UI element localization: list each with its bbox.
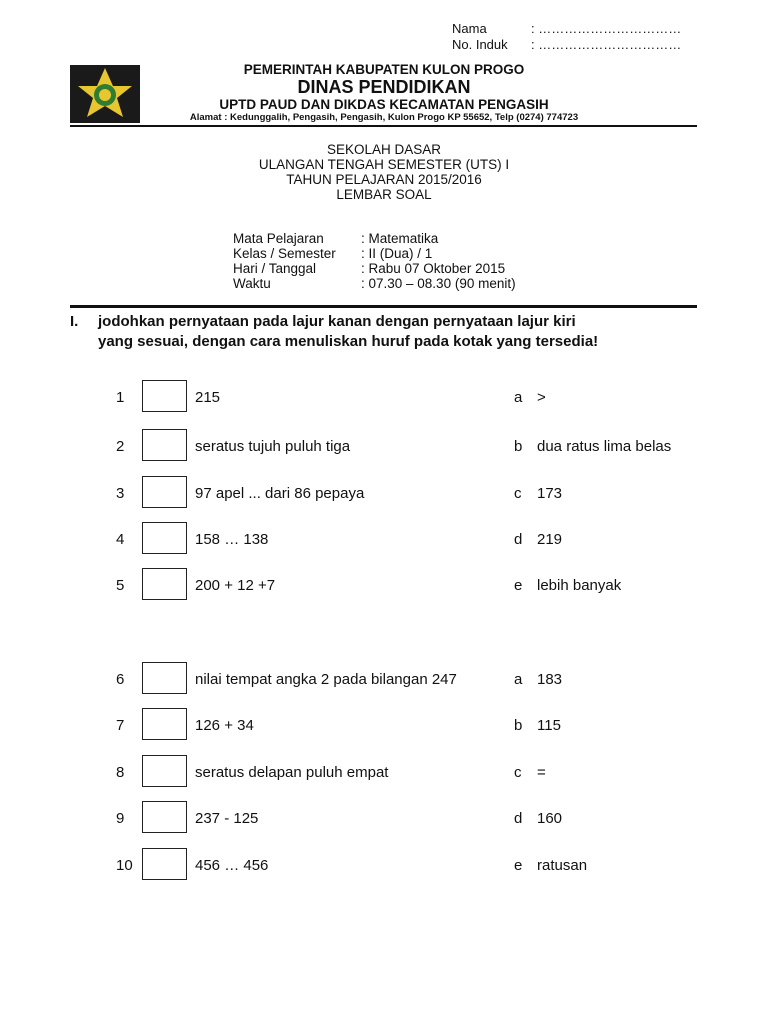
question-number: 3 [116, 485, 125, 502]
student-number-field [452, 37, 712, 52]
answer-box[interactable] [142, 662, 187, 694]
question-row [0, 717, 768, 737]
info-value: : Matematika [361, 231, 439, 246]
header-government: PEMERINTAH KABUPATEN KULON PROGO [243, 62, 525, 77]
question-row [0, 485, 768, 505]
student-number-label: No. Induk [452, 37, 508, 52]
option-text: ratusan [537, 857, 588, 874]
student-number-value: : …………………………… [531, 37, 682, 52]
academic-year: TAHUN PELAJARAN 2015/2016 [286, 172, 482, 187]
option-letter: e [514, 857, 523, 874]
question-row [0, 857, 768, 877]
option-letter: e [514, 577, 523, 594]
question-text: 215 [195, 389, 221, 406]
answer-box[interactable] [142, 848, 187, 880]
question-number: 5 [116, 577, 125, 594]
question-text: 200 + 12 +7 [195, 577, 276, 594]
option-text: 183 [537, 671, 563, 688]
option-letter: b [514, 438, 523, 455]
name-value: : …………………………… [531, 21, 682, 36]
header-address: Alamat : Kedunggalih, Pengasih, Pengasih, Kulon Progo KP 55652, Telp (0274) 774723 [189, 112, 579, 123]
option-letter: b [514, 717, 523, 734]
sheet-title: LEMBAR SOAL [336, 187, 432, 202]
option-text: 115 [537, 717, 561, 734]
answer-box[interactable] [142, 708, 187, 740]
info-value: : II (Dua) / 1 [361, 246, 433, 261]
question-text: 158 … 138 [195, 531, 269, 548]
option-text: lebih banyak [537, 577, 622, 594]
question-text: 97 apel ... dari 86 pepaya [195, 485, 365, 502]
answer-box[interactable] [142, 801, 187, 833]
info-label: Mata Pelajaran [233, 231, 324, 246]
answer-box[interactable] [142, 380, 187, 412]
option-text: 219 [537, 531, 563, 548]
question-number: 8 [116, 764, 125, 781]
header-divider [70, 125, 697, 127]
question-number: 10 [116, 857, 133, 874]
option-letter: a [514, 389, 523, 406]
question-row [0, 389, 768, 409]
section-divider [70, 305, 697, 308]
answer-box[interactable] [142, 568, 187, 600]
school-level: SEKOLAH DASAR [326, 142, 442, 157]
option-letter: d [514, 531, 523, 548]
header-unit: UPTD PAUD DAN DIKDAS KECAMATAN PENGASIH [219, 97, 549, 112]
question-number: 4 [116, 531, 125, 548]
option-text: = [537, 764, 546, 781]
question-number: 1 [116, 389, 125, 406]
question-text: 237 - 125 [195, 810, 259, 827]
exam-title: ULANGAN TENGAH SEMESTER (UTS) I [258, 157, 510, 172]
info-label: Waktu [233, 276, 271, 291]
info-value: : Rabu 07 Oktober 2015 [361, 261, 506, 276]
question-row [0, 764, 768, 784]
answer-box[interactable] [142, 755, 187, 787]
name-label: Nama [452, 21, 487, 36]
question-number: 9 [116, 810, 125, 827]
question-row [0, 671, 768, 691]
answer-box[interactable] [142, 429, 187, 461]
section-number: I. [70, 313, 79, 330]
name-field [452, 21, 712, 36]
question-number: 7 [116, 717, 125, 734]
option-letter: c [514, 485, 522, 502]
question-text: seratus tujuh puluh tiga [195, 438, 351, 455]
option-letter: d [514, 810, 523, 827]
question-text: 456 … 456 [195, 857, 269, 874]
question-row [0, 438, 768, 458]
option-text: 173 [537, 485, 563, 502]
header-department: DINAS PENDIDIKAN [297, 77, 471, 97]
option-text: 160 [537, 810, 563, 827]
question-number: 6 [116, 671, 125, 688]
option-letter: a [514, 671, 523, 688]
option-text: > [537, 389, 546, 406]
question-row [0, 577, 768, 597]
question-number: 2 [116, 438, 125, 455]
question-row [0, 810, 768, 830]
question-text: 126 + 34 [195, 717, 254, 734]
question-text: nilai tempat angka 2 pada bilangan 247 [195, 671, 457, 688]
info-value: : 07.30 – 08.30 (90 menit) [361, 276, 516, 291]
instruction-line-1: jodohkan pernyataan pada lajur kanan dengan pernyataan lajur kiri [98, 313, 576, 330]
answer-box[interactable] [142, 522, 187, 554]
question-row [0, 531, 768, 551]
option-letter: c [514, 764, 522, 781]
answer-box[interactable] [142, 476, 187, 508]
question-text: seratus delapan puluh empat [195, 764, 389, 781]
info-label: Kelas / Semester [233, 246, 336, 261]
instruction-line-2: yang sesuai, dengan cara menuliskan huruf pada kotak yang tersedia! [98, 333, 599, 350]
info-label: Hari / Tanggal [233, 261, 317, 276]
option-text: dua ratus lima belas [537, 438, 672, 455]
